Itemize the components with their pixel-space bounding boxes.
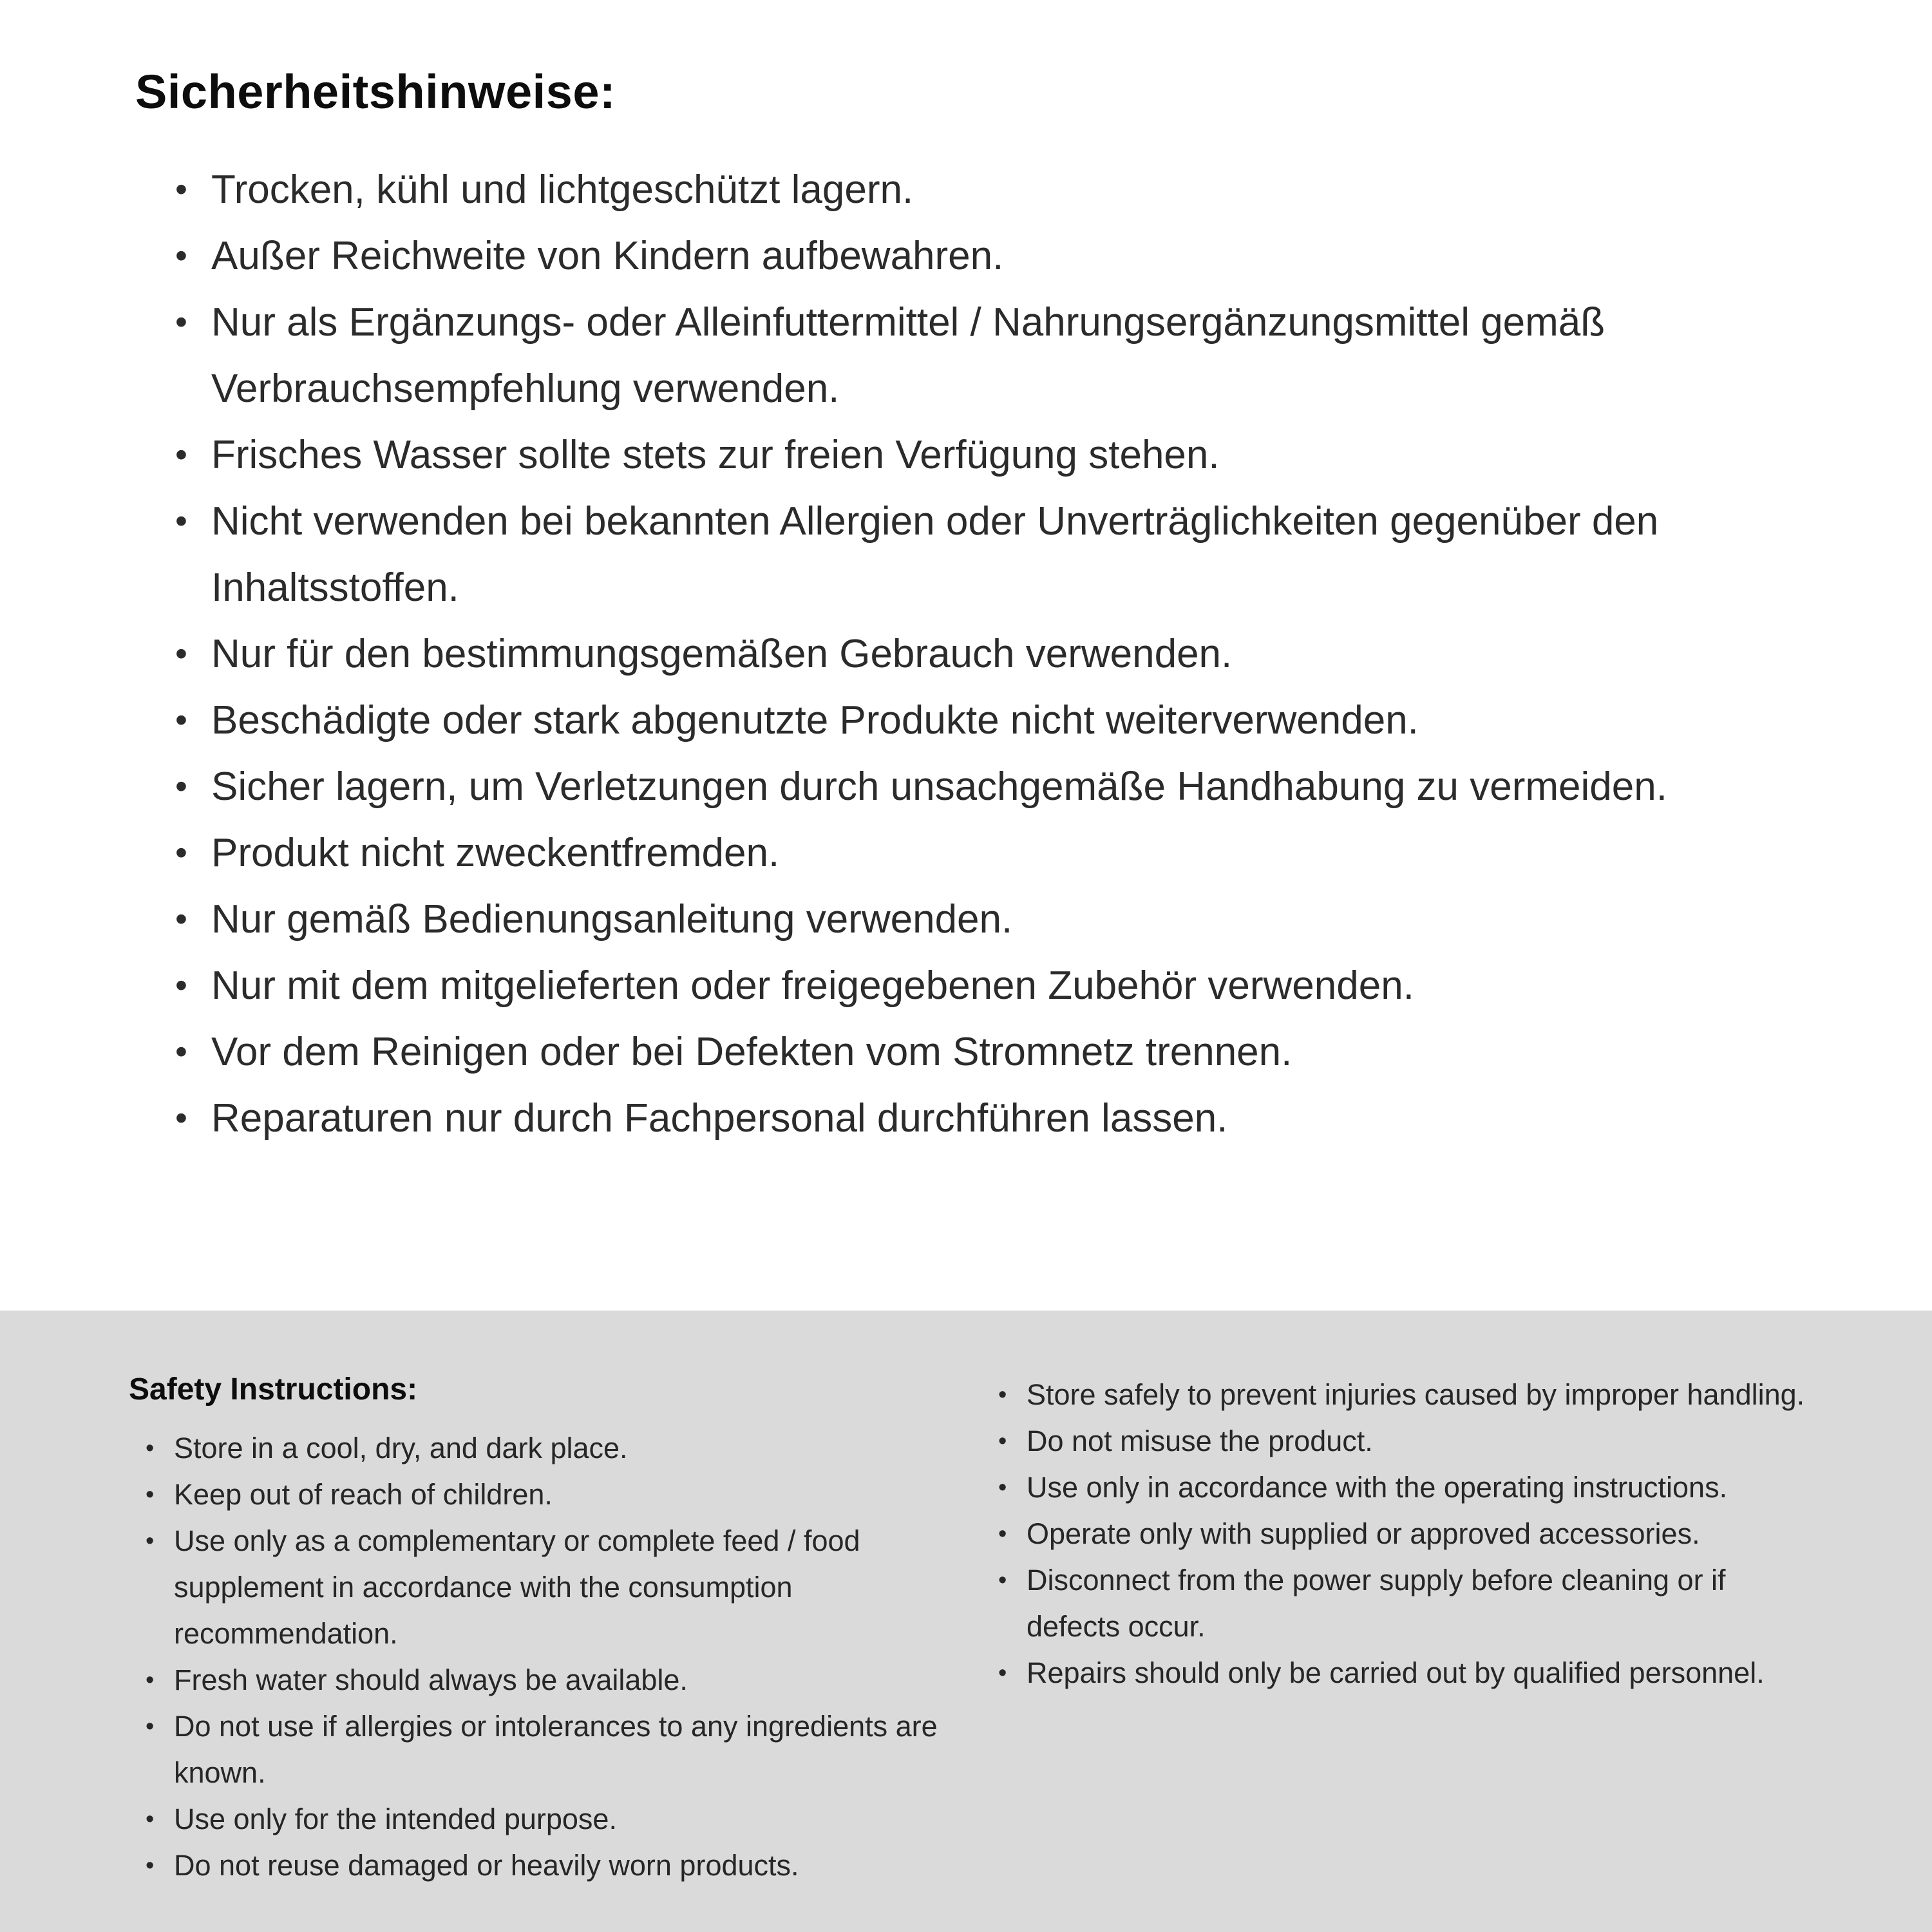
list-item: • Use only for the intended purpose. (146, 1796, 940, 1842)
list-item: • Produkt nicht zweckentfremden. (175, 820, 1835, 886)
list-item: • Frisches Wasser sollte stets zur freien Verfügung stehen. (175, 422, 1835, 488)
list-item: • Use only in accordance with the operating instructions. (998, 1464, 1810, 1511)
german-section-heading: Sicherheitshinweise: (135, 65, 616, 118)
list-item: • Do not reuse damaged or heavily worn products. (146, 1842, 940, 1889)
english-section-heading: Safety Instructions: (129, 1372, 418, 1406)
list-item: • Disconnect from the power supply before cleaning or if defects occur. (998, 1557, 1810, 1650)
list-item: • Nur mit dem mitgelieferten oder freigegebenen Zubehör verwenden. (175, 952, 1835, 1019)
list-item: • Use only as a complementary or complete feed / food supplement in accordance with the consumption recommendation. (146, 1518, 940, 1657)
list-item: • Nur als Ergänzungs- oder Alleinfuttermittel / Nahrungsergänzungsmittel gemäß Verbrauchsempfehlung verwenden. (175, 289, 1835, 422)
english-right-bullet-list (998, 1372, 1810, 1696)
english-left-column (129, 1372, 940, 1932)
list-item: • Do not misuse the product. (998, 1418, 1810, 1464)
english-left-bullet-list (129, 1425, 940, 1889)
list-item: • Do not use if allergies or intolerances to any ingredients are known. (146, 1703, 940, 1796)
list-item: • Außer Reichweite von Kindern aufbewahren. (175, 223, 1835, 289)
list-item: • Operate only with supplied or approved accessories. (998, 1511, 1810, 1557)
list-item: • Vor dem Reinigen oder bei Defekten vom Stromnetz trennen. (175, 1019, 1835, 1085)
list-item: • Repairs should only be carried out by qualified personnel. (998, 1650, 1810, 1696)
list-item: • Nicht verwenden bei bekannten Allergien oder Unverträglichkeiten gegenüber den Inhaltsstoffen. (175, 488, 1835, 621)
english-right-column (998, 1372, 1810, 1932)
german-bullet-list (135, 156, 1835, 1151)
english-safety-section (0, 1311, 1932, 1932)
list-item: • Nur für den bestimmungsgemäßen Gebrauch verwenden. (175, 621, 1835, 687)
list-item: • Reparaturen nur durch Fachpersonal durchführen lassen. (175, 1085, 1835, 1151)
list-item: • Store in a cool, dry, and dark place. (146, 1425, 940, 1472)
list-item: • Sicher lagern, um Verletzungen durch unsachgemäße Handhabung zu vermeiden. (175, 753, 1835, 820)
list-item: • Nur gemäß Bedienungsanleitung verwenden. (175, 886, 1835, 952)
list-item: • Beschädigte oder stark abgenutzte Produkte nicht weiterverwenden. (175, 687, 1835, 753)
list-item: • Fresh water should always be available. (146, 1657, 940, 1703)
list-item: • Store safely to prevent injuries caused by improper handling. (998, 1372, 1810, 1418)
list-item: • Trocken, kühl und lichtgeschützt lagern. (175, 156, 1835, 223)
list-item: • Keep out of reach of children. (146, 1472, 940, 1518)
